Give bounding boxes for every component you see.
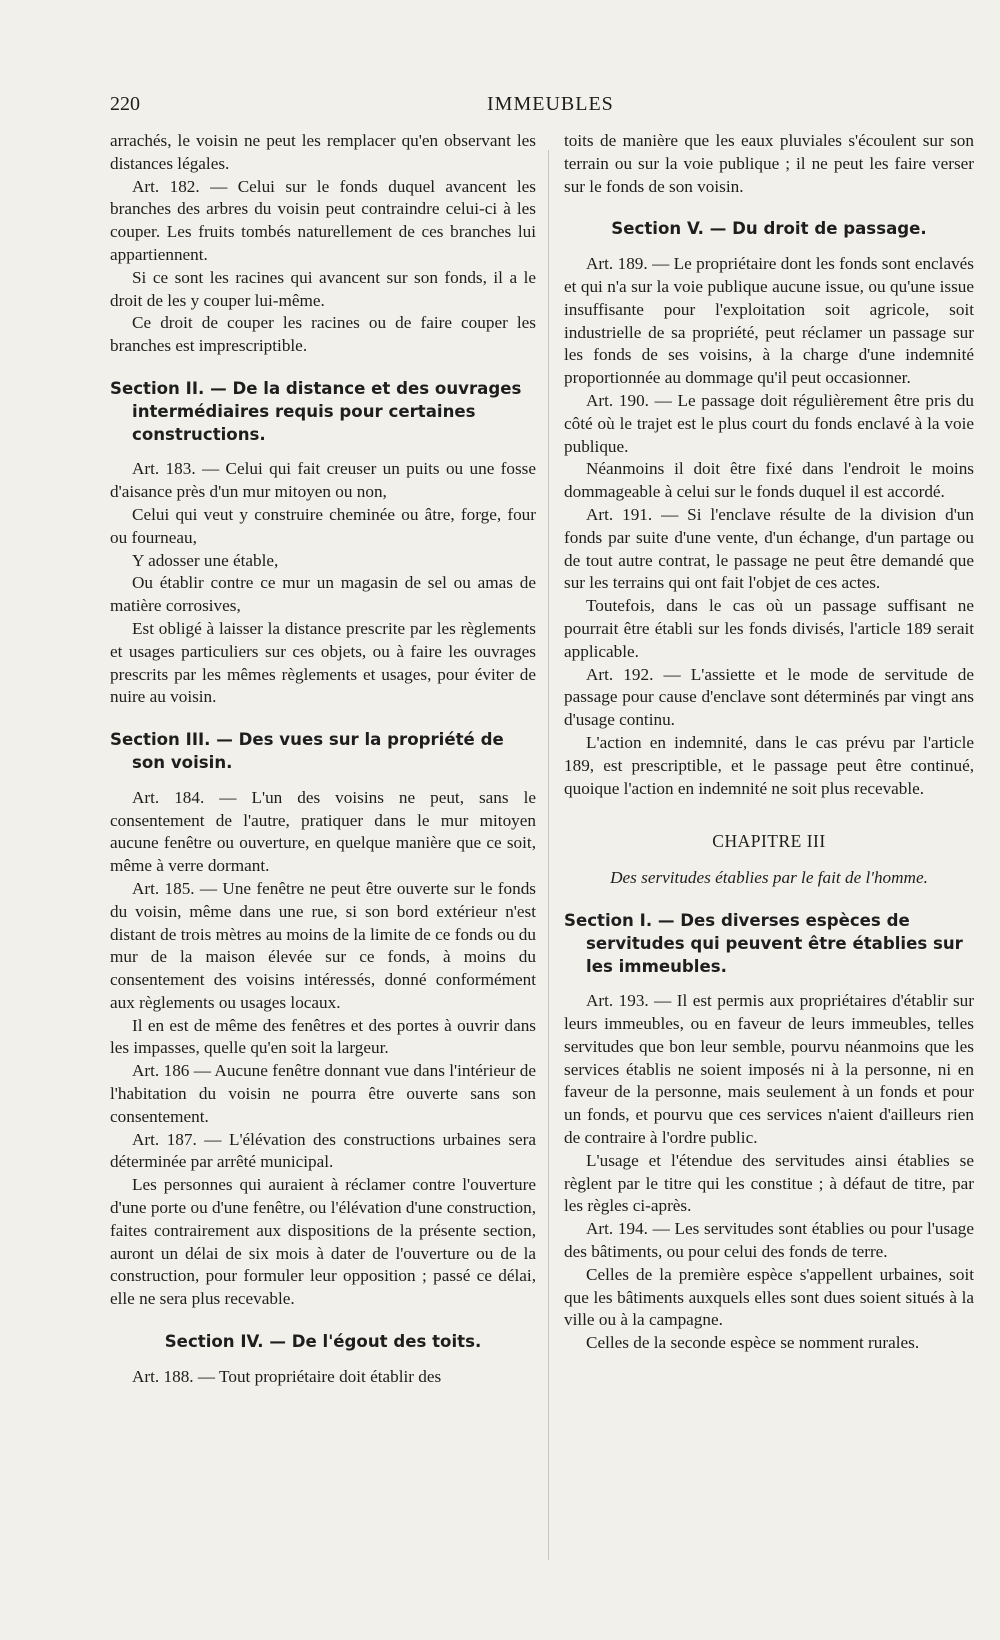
paragraph: Toutefois, dans le cas où un passage suffisant ne pourrait être établi sur les fonds divisés, l'article 189 serait applicable. (564, 596, 974, 661)
article-186: Art. 186 — Aucune fenêtre donnant vue dans l'intérieur de l'habitation du voisin ne pourra être ouverte sans son consentement. (110, 1061, 536, 1126)
paragraph: Celles de la première espèce s'appellent urbaines, soit que les bâtiments auxquels elles sont dues soient situés à la ville ou à la campagne. (564, 1264, 974, 1330)
paragraph: L'action en indemnité, dans le cas prévu par l'article 189, est prescriptible, et le passage peut être continué, quoique l'action en indemnité ne soit plus recevable. (564, 732, 974, 798)
chapter-title: Des servitudes établies par le fait de l'homme. (610, 868, 928, 888)
article-191: Art. 191. — Si l'enclave résulte de la division d'un fonds par suite d'une vente, d'un échange, d'un partage ou de tout autre contrat, le passage ne peut être demandé que sur les terrains qui ont fait l'objet de ces actes. (564, 504, 974, 593)
article-193: Art. 193. — Il est permis aux propriétaires d'établir sur leurs immeubles, ou en faveur de leurs immeubles, telles servitudes que bon leur semble, pourvu néanmoins que les services établis ne soient imposés ni à la personne, ni en faveur de la personne, mais seulement à un fonds et pour un fonds, et pourvu que ces services n'aient d'ailleurs rien de contraire à l'ordre public. (564, 991, 974, 1148)
article-187: Art. 187. — L'élévation des constructions urbaines sera déterminée par arrêté municipal. (110, 1129, 536, 1172)
paragraph: L'usage et l'étendue des servitudes ainsi établies se règlent par le titre qui les constitue ; à défaut de titre, par les règles ci-après. (564, 1150, 974, 1216)
article-182: Art. 182. — Celui sur le fonds duquel avancent les branches des arbres du voisin peut contraindre celui-ci à les couper. Les fruits tombés naturellement de ces branches lui appartiennent. (110, 176, 536, 264)
paragraph: Si ce sont les racines qui avancent sur son fonds, il a le droit de les y couper lui-même. (110, 267, 536, 310)
paragraph: Ou établir contre ce mur un magasin de sel ou amas de matière corrosives, (110, 573, 536, 616)
section-heading-4: Section IV. — De l'égout des toits. (164, 1332, 482, 1352)
paragraph: Néanmoins il doit être fixé dans l'endroit le moins dommageable à celui sur le fonds duquel il est accordé. (564, 459, 974, 502)
running-title: IMMEUBLES (487, 93, 614, 115)
paragraph: Celui qui veut y construire cheminée ou âtre, forge, four ou fourneau, (110, 504, 536, 547)
paragraph: Il en est de même des fenêtres et des portes à ouvrir dans les impasses, quelle qu'en soit la largeur. (110, 1015, 536, 1058)
paragraph: Ce droit de couper les racines ou de faire couper les branches est imprescriptible. (110, 313, 536, 356)
page-number: 220 (110, 93, 140, 115)
chapter-heading: CHAPITRE III (712, 831, 826, 852)
paragraph: Est obligé à laisser la distance prescrite par les règlements et usages particuliers sur ces objets, ou à faire les ouvrages prescrits par les mêmes règlements et usages, pour éviter de nuire au voisin. (110, 618, 536, 707)
paragraph: arrachés, le voisin ne peut les remplacer qu'en observant les distances légales. (110, 131, 536, 173)
paragraph: Les personnes qui auraient à réclamer contre l'ouverture d'une porte ou d'une fenêtre, ou l'élévation d'une construction, faites contrairement aux dispositions de la présente section, auront un délai de six mois à dater de l'ouverture ou de la construction, pour formuler leur opposition ; passé ce délai, elle ne sera plus recevable. (110, 1175, 536, 1309)
article-194: Art. 194. — Les servitudes sont établies ou pour l'usage des bâtiments, ou pour celui des fonds de terre. (564, 1219, 974, 1262)
paragraph: Celles de la seconde espèce se nomment rurales. (586, 1333, 920, 1353)
article-184: Art. 184. — L'un des voisins ne peut, sans le consentement de l'autre, pratiquer dans le mur mitoyen aucune fenêtre ou ouverture, en quelque manière que ce soit, même à verre dormant. (110, 787, 536, 876)
section-heading-1: Section I. — Des diverses espèces de servitudes qui peuvent être établies sur les immeubles. (564, 910, 963, 976)
right-column (564, 130, 974, 1355)
section-heading-5: Section V. — Du droit de passage. (611, 219, 927, 239)
section-heading-3: Section III. — Des vues sur la propriété de son voisin. (110, 730, 504, 772)
column-divider (548, 150, 549, 1560)
paragraph: toits de manière que les eaux pluviales s'écoulent sur son terrain ou sur la voie publique ; il ne peut les faire verser sur le fonds de son voisin. (564, 131, 974, 196)
left-column (110, 130, 536, 1389)
article-190: Art. 190. — Le passage doit régulièrement être pris du côté où le trajet est le plus court du fonds enclavé à la voie publique. (564, 390, 974, 456)
paragraph: Y adosser une étable, (132, 550, 279, 570)
article-185: Art. 185. — Une fenêtre ne peut être ouverte sur le fonds du voisin, même dans une rue, si son bord extérieur n'est distant de trois mètres au moins de la limite de ce fonds ou du mur de la maison élevée sur ce fonds, à moins du consentement des voisins intéressés, donné conformément aux règlements ou usages locaux. (110, 878, 536, 1012)
article-183: Art. 183. — Celui qui fait creuser un puits ou une fosse d'aisance près d'un mur mitoyen ou non, (110, 459, 536, 502)
article-189: Art. 189. — Le propriétaire dont les fonds sont enclavés et qui n'a sur la voie publique aucune issue, ou qu'une issue insuffisante pour l'exploitation soit agricole, soit industrielle de sa propriété, peut réclamer un passage sur les fonds de ses voisins, à la charge d'une indemnité proportionnée au dommage qu'il peut occasionner. (564, 254, 974, 388)
article-188: Art. 188. — Tout propriétaire doit établir des (132, 1366, 442, 1386)
article-192: Art. 192. — L'assiette et le mode de servitude de passage pour cause d'enclave sont déterminés par vingt ans d'usage continu. (564, 664, 974, 730)
section-heading-2: Section II. — De la distance et des ouvrages intermédiaires requis pour certaines constructions. (110, 378, 522, 444)
